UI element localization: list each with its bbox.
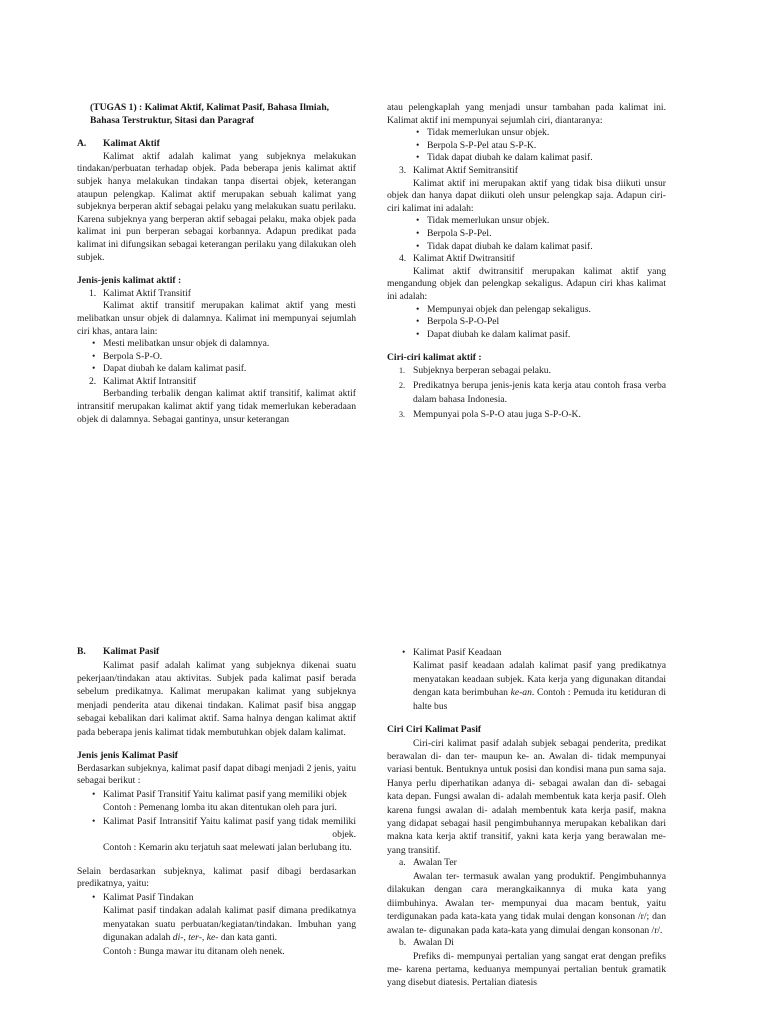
list-item: • Kalimat Pasif Tindakan Kalimat pasif tindakan adalah kalimat pasif dimana predikatnya menyatakan suatu perbuatan/kegiatan/tindakan. Imbuhan yang digunakan adalah di-, ter-, ke- dan kata ganti. Contoh : Bunga mawar itu ditanam oleh nenek.	[103, 891, 356, 958]
list-item: • Mempunyai objek dan pelengap sekaligus.	[427, 304, 666, 317]
list-item-title: 1. Kalimat Aktif Transitif	[89, 287, 191, 299]
list-item: • Kalimat Pasif Keadaan Kalimat pasif keadaan adalah kalimat pasif yang predikatnya menyatakan keadaan subjek. Kata kerja yang digunakan ditandai dengan kata berimbuhan ke-an. Contoh : Pemuda itu ketiduran di halte bus	[413, 646, 666, 713]
list-item: • Berpola S-P-Pel atau S-P-K.	[427, 140, 666, 153]
paragraph: Awalan ter- termasuk awalan yang produktif. Pengimbuhannya dilakukan dengan cara merangkaikannya di muka kata yang diimbuhinya. Awalan ter- mempunyai dua macam bentuk, yaitu terdigunakan pada kata-kata yang tidak mulai dengan konsonan /r/; dan awalan te- digunakan pada kata-kata yang dimulai dengan konsonan /r/.	[387, 870, 666, 936]
section-a-heading	[77, 138, 356, 151]
paragraph: Kalimat pasif adalah kalimat yang subjeknya dikenai suatu pekerjaan/tindakan atau aktivitas. Subjek pada kalimat pasif berada sebelum predikatnya. Kalimat merupakan kalimat yang subjeknya menjadi penderita atau dikenai tindakan. Kalimat pasif bisa anggap sebagai kebalikan dari kalimat aktif. Sama halnya dengan kalimat aktif pada beberapa jenis kalimat tidak membutuhkan objek dalam kalimat.	[77, 659, 356, 738]
list-item: • Tidak dapat diubah ke dalam kalimat pasif.	[427, 241, 666, 254]
list-item: • Tidak memerlukan unsur objek.	[427, 127, 666, 140]
page1-left-column	[77, 102, 356, 426]
page2-left-column	[77, 646, 356, 958]
paragraph: atau pelengkaplah yang menjadi unsur tambahan pada kalimat ini. Kalimat aktif ini mempunyai sejumlah ciri, diantaranya:	[387, 102, 666, 126]
list-item: • Mesti melibatkan unsur objek di dalamnya.	[103, 338, 356, 351]
list-item: • Berpola S-P-O.	[103, 351, 356, 364]
bullet-list	[77, 338, 356, 376]
list-item: • Dapat diubah ke dalam kalimat pasif.	[427, 329, 666, 342]
paragraph: Prefiks di- mempunyai pertalian yang sangat erat dengan prefiks me- karena pertama, keduanya mempunyai pertalian bentuk gramatik yang disebut diatesis. Pertalian diatesis	[387, 950, 666, 989]
list-item: • Kalimat Pasif Transitif Yaitu kalimat pasif yang memiliki objek Contoh : Pemenang lomba itu akan ditentukan oleh para juri.	[103, 788, 356, 815]
section-letter: A.	[77, 138, 87, 150]
bullet-list	[387, 127, 666, 165]
bullet-list	[387, 215, 666, 253]
subheading: Ciri-ciri kalimat aktif :	[387, 352, 482, 364]
list-item: • Tidak dapat diubah ke dalam kalimat pasif.	[427, 152, 666, 165]
subheading: Ciri Ciri Kalimat Pasif	[387, 724, 482, 736]
paragraph: Kalimat pasif keadaan adalah kalimat pasif yang predikatnya menyatakan keadaan subjek. Kata kerja yang digunakan ditandai dengan kata berimbuhan ke-an. Contoh : Pemuda itu ketiduran di halte bus	[413, 660, 667, 712]
paragraph: Kalimat aktif adalah kalimat yang subjeknya melakukan tindakan/perbuatan terhadap objek. Pada beberapa jenis kalimat aktif subjek hanya melakukan tindakan tanpa disertai objek, keterangan ataupun pelengkap. Kalimat aktif merupakan sebuah kalimat yang subjeknya berperan aktif sebagai pelaku yang melakukan suatu perilaku. Karena subjeknya yang berperan aktif sebagai pelaku, maka objek pada kalimat ini pun berperan sebagai korbannya. Adapun predikat pada kalimat ini difungsikan sebagai keterangan perilaku yang dilakukan oleh subjek.	[77, 150, 356, 263]
bullet-list	[77, 891, 356, 958]
page2-right-column	[387, 646, 666, 990]
example: Contoh : Bunga mawar itu ditanam oleh nenek.	[103, 945, 285, 957]
list-item-title: 4. Kalimat Aktif Dwitransitif	[399, 253, 515, 265]
paragraph: Kalimat aktif dwitransitif merupakan kalimat aktif yang mengandung objek dan pelengkap sekaligus. Adapun ciri khas kalimat ini adalah:	[387, 265, 666, 302]
paragraph: Selain berdasarkan subjeknya, kalimat pasif dibagi berdasarkan predikatnya, yaitu:	[77, 865, 356, 890]
subheading: Jenis-jenis kalimat aktif :	[77, 275, 182, 287]
bullet-list	[387, 646, 666, 713]
list-item: 3. Mempunyai pola S-P-O atau juga S-P-O-K.	[399, 409, 581, 421]
paragraph: Kalimat pasif tindakan adalah kalimat pasif dimana predikatnya menyatakan suatu perbuatan/kegiatan/tindakan. Imbuhan yang digunakan adalah di-, ter-, ke- dan kata ganti.	[103, 905, 356, 944]
paragraph: Kalimat aktif ini merupakan aktif yang tidak bisa diikuti unsur objek dan hanya dapat diikuti oleh unsur pelengkap saja. Adapun ciri-ciri kalimat ini adalah:	[387, 177, 666, 214]
paragraph: Kalimat aktif transitif merupakan kalimat aktif yang mesti melibatkan unsur objek di dalamnya. Kalimat ini mempunyai sejumlah ciri khas, antara lain:	[77, 300, 356, 337]
list-item-title: b. Awalan Di	[399, 936, 454, 948]
list-item-title: 2. Kalimat Aktif Intransitif	[89, 375, 197, 387]
paragraph: Berbanding terbalik dengan kalimat aktif transitif, kalimat aktif intransitif merupakan kalimat aktif yang tidak memerlukan keberadaan objek di dalamnya. Sebagai gantinya, unsur keterangan	[77, 388, 356, 425]
example: Contoh : Kemarin aku terjatuh saat melewati jalan berlubang itu.	[103, 842, 352, 854]
example: Contoh : Pemenang lomba itu akan ditentukan oleh para juri.	[103, 802, 337, 814]
paragraph: Ciri-ciri kalimat pasif adalah subjek sebagai penderita, predikat berawalan di- dan ter- maupun ke- an. Awalan di- tidak mempunyai variasi bentuk. Bentuknya untuk posisi dan kondisi mana pun sama saja. Hanya perlu diperhatikan adanya di- sebagai awalan dan di- sebagai kata depan. Fungsi awalan di- adalah membentuk kata kerja pasif. Oleh karena fungsi awalan di- adalah membentuk kata kerja pasif, makna yang didapat sebagai hasil pengimbuhannya merupakan kebalikan dari makna kata kerja aktif transitif, yakni kata kerja yang berawalan me- yang transitif.	[387, 737, 666, 856]
section-title: Kalimat Pasif	[103, 646, 160, 657]
bullet-list	[387, 304, 666, 342]
page1-right-column	[387, 102, 666, 422]
list-item: 1. Subjeknya berperan sebagai pelaku.	[399, 364, 551, 376]
list-item: • Berpola S-P-O-Pel	[427, 316, 666, 329]
list-item: • Tidak memerlukan unsur objek.	[427, 215, 666, 228]
list-item: • Dapat diubah ke dalam kalimat pasif.	[103, 363, 356, 376]
section-letter: B.	[77, 646, 86, 657]
list-item: • Berpola S-P-Pel.	[427, 228, 666, 241]
list-item: • Kalimat Pasif Intransitif Yaitu kalimat pasif yang tidak memiliki objek. Contoh : Kemarin aku terjatuh saat melewati jalan berlubang itu.	[103, 815, 356, 855]
list-item-title: 3. Kalimat Aktif Semitransitif	[399, 164, 518, 176]
paragraph: Berdasarkan subjeknya, kalimat pasif dapat dibagi menjadi 2 jenis, yaitu sebagai berikut :	[77, 762, 356, 787]
bullet-list	[77, 788, 356, 855]
list-item-title: a. Awalan Ter	[399, 857, 457, 869]
document-title: (TUGAS 1) : Kalimat Aktif, Kalimat Pasif, Bahasa Ilmiah, Bahasa Terstruktur, Sitasi dan Paragraf	[90, 102, 330, 126]
list-item: 2. Predikatnya berupa jenis-jenis kata kerja atau contoh frasa verba dalam bahasa Indonesia.	[399, 380, 666, 406]
section-b-heading	[77, 646, 356, 659]
subheading: Jenis jenis Kalimat Pasif	[77, 750, 178, 762]
section-title: Kalimat Aktif	[103, 138, 160, 150]
